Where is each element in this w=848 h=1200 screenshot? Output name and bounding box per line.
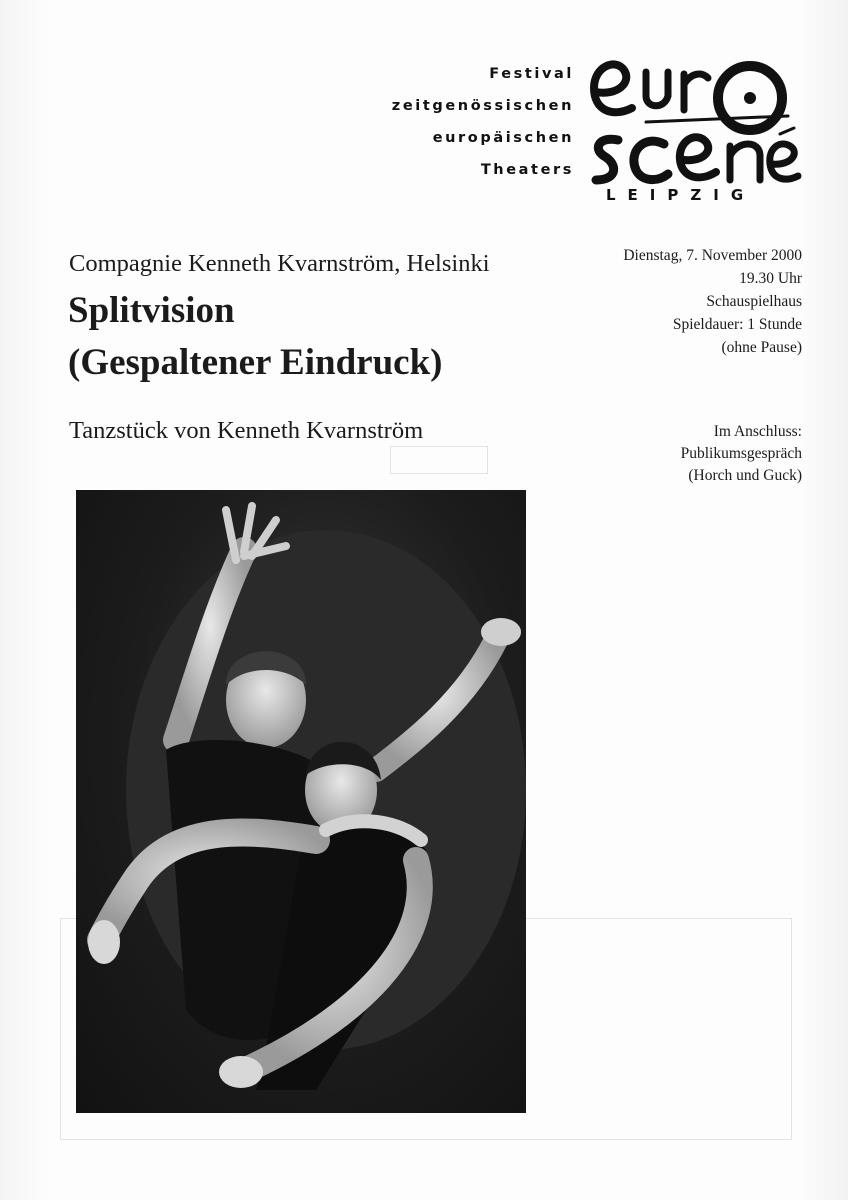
festival-line-4: Theaters xyxy=(480,162,574,178)
performance-date: Dienstag, 7. November 2000 xyxy=(623,247,802,264)
event-title: Splitvision xyxy=(68,290,235,331)
performance-pause: (ohne Pause) xyxy=(721,339,802,356)
after-show-place: (Horch und Guck) xyxy=(688,467,802,484)
event-title-translation: (Gespaltener Eindruck) xyxy=(68,342,443,383)
after-show-info xyxy=(681,421,802,487)
performance-duration: Spieldauer: 1 Stunde xyxy=(672,316,802,333)
company-name: Compagnie Kenneth Kvarnström, Helsinki xyxy=(69,250,490,277)
festival-name xyxy=(392,62,574,190)
after-show-label: Im Anschluss: xyxy=(713,423,802,440)
after-show-event: Publikumsgespräch xyxy=(680,445,802,462)
performance-time: 19.30 Uhr xyxy=(739,270,802,287)
logo-city: LEIPZIG xyxy=(606,186,756,204)
dancers-illustration xyxy=(76,490,526,1113)
performance-info xyxy=(623,244,802,359)
performance-venue: Schauspielhaus xyxy=(706,293,802,310)
bleed-through-rect xyxy=(390,446,488,474)
festival-line-1: Festival xyxy=(489,66,574,82)
festival-line-2: zeitgenössischen xyxy=(391,98,574,114)
dancers-photo xyxy=(76,490,526,1113)
event-subtitle: Tanzstück von Kenneth Kvarnström xyxy=(69,417,424,444)
festival-line-3: europäischen xyxy=(432,130,574,146)
